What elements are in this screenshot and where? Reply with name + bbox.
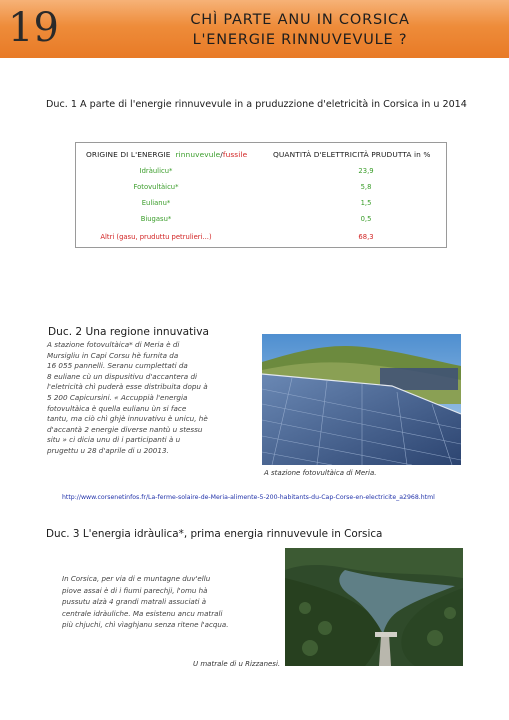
doc2-text-line: 8 euliane cù un dispusitivu d'accantera di	[47, 371, 198, 381]
table-cell-value: 1,5	[360, 199, 372, 207]
table-row	[76, 215, 448, 227]
table-header-origin-label: ORIGINE DI L'ENERGIE	[86, 150, 171, 159]
table-row	[76, 167, 448, 179]
doc1-title: Duc. 1 A parte di l'energie rinnuvevule in a pruduzzione d'eletricità in Corsica in u 2014	[46, 99, 467, 110]
dam-photo	[285, 548, 463, 666]
doc3-text-line: piove assai è di i fiumi parechji, l'omu hà	[62, 585, 208, 595]
doc2-text-line: prugettu u 28 d'aprile di u 20013.	[47, 445, 169, 455]
doc3-text-line: centrale idràuliche. Ma esistenu ancu matrali	[62, 608, 223, 618]
source-link[interactable]: http://www.corsenetinfos.fr/La-ferme-solaire-de-Meria-alimente-5-200-habitants-du-Cap-Corse-en-electricite_a2968.html	[62, 494, 435, 501]
table-cell-origin: Eulianu*	[141, 199, 171, 207]
doc2-text-line: Mursigliu in Capi Corsu hè furnita da	[47, 350, 179, 360]
table-cell-value: 23,9	[358, 167, 374, 175]
doc2-text-line: A stazione fotovultàica* di Meria è di	[47, 340, 180, 349]
doc3-text	[62, 573, 262, 631]
doc2-text-line: 5 200 Capicursini. « Accuppià l'energia	[47, 392, 188, 402]
table-cell-value: 0,5	[360, 215, 372, 223]
doc2-text-line: situ » ci dicia unu di i participanti à u	[47, 435, 181, 445]
page-title	[120, 10, 480, 50]
table-cell-value: 5,8	[360, 183, 372, 191]
doc2-text-line: tantu, ma ciò chì ghjè innuvativu è unicu, hè	[47, 414, 208, 424]
doc2-text-line: fotovultàica è quella eulianu ùn si face	[47, 403, 187, 413]
doc2-text	[47, 340, 247, 457]
doc2-text-line: d'accantà 2 energie diverse nantù u stessu	[47, 424, 203, 434]
table-row	[76, 183, 448, 195]
doc2-text-line: 16 055 pannelli. Seranu cumplettati da	[47, 361, 188, 371]
doc3-text-line: In Corsica, per via di e muntagne duv'ellu	[62, 574, 211, 583]
solar-photo-caption: A stazione fotovultàica di Meria.	[264, 469, 377, 477]
page-header	[0, 0, 509, 58]
table-cell-origin: Altri (gasu, pruduttu petrulieri...)	[100, 233, 212, 241]
dam-photo-caption: U matrale di u Rizzanesi.	[193, 660, 281, 668]
table-row	[76, 199, 448, 211]
table-cell-origin: Biugasu*	[140, 215, 172, 223]
table-header-fossil: fussile	[222, 150, 248, 159]
doc3-text-line: più chjuchi, chì vìaghjanu senza ritene l'acqua.	[62, 620, 229, 630]
page-title-line-2: L'ENERGIE RINNUVEVULE ?	[192, 32, 408, 48]
table-header-quantity: QUANTITÀ D'ELETTRICITÀ PRUDUTTA in %	[273, 150, 431, 159]
table-cell-value: 68,3	[358, 233, 374, 241]
page-number: 19	[8, 5, 59, 51]
table-cell-origin: Fotovultàicu*	[133, 183, 179, 191]
doc2-title: Duc. 2 Una regione innuvativa	[48, 326, 209, 338]
solar-farm-photo	[262, 334, 461, 465]
doc3-title: Duc. 3 L'energia idràulica*, prima energia rinnuvevule in Corsica	[46, 528, 383, 540]
table-cell-origin: Idràulicu*	[139, 167, 173, 175]
doc2-text-line: l'eletricità chì puderà esse distribuita dopu à	[47, 382, 208, 392]
table-header-slash: /	[220, 150, 223, 159]
table-header-origin	[86, 150, 247, 159]
table-row	[76, 233, 448, 245]
doc3-text-line: pussutu alzà 4 grandi matrali assuciati à	[62, 597, 207, 607]
table-header-renewable: rinnuvevule	[175, 150, 221, 159]
energy-table	[75, 142, 447, 248]
page-title-line-1: CHÌ PARTE ANU IN CORSICA	[190, 12, 410, 28]
